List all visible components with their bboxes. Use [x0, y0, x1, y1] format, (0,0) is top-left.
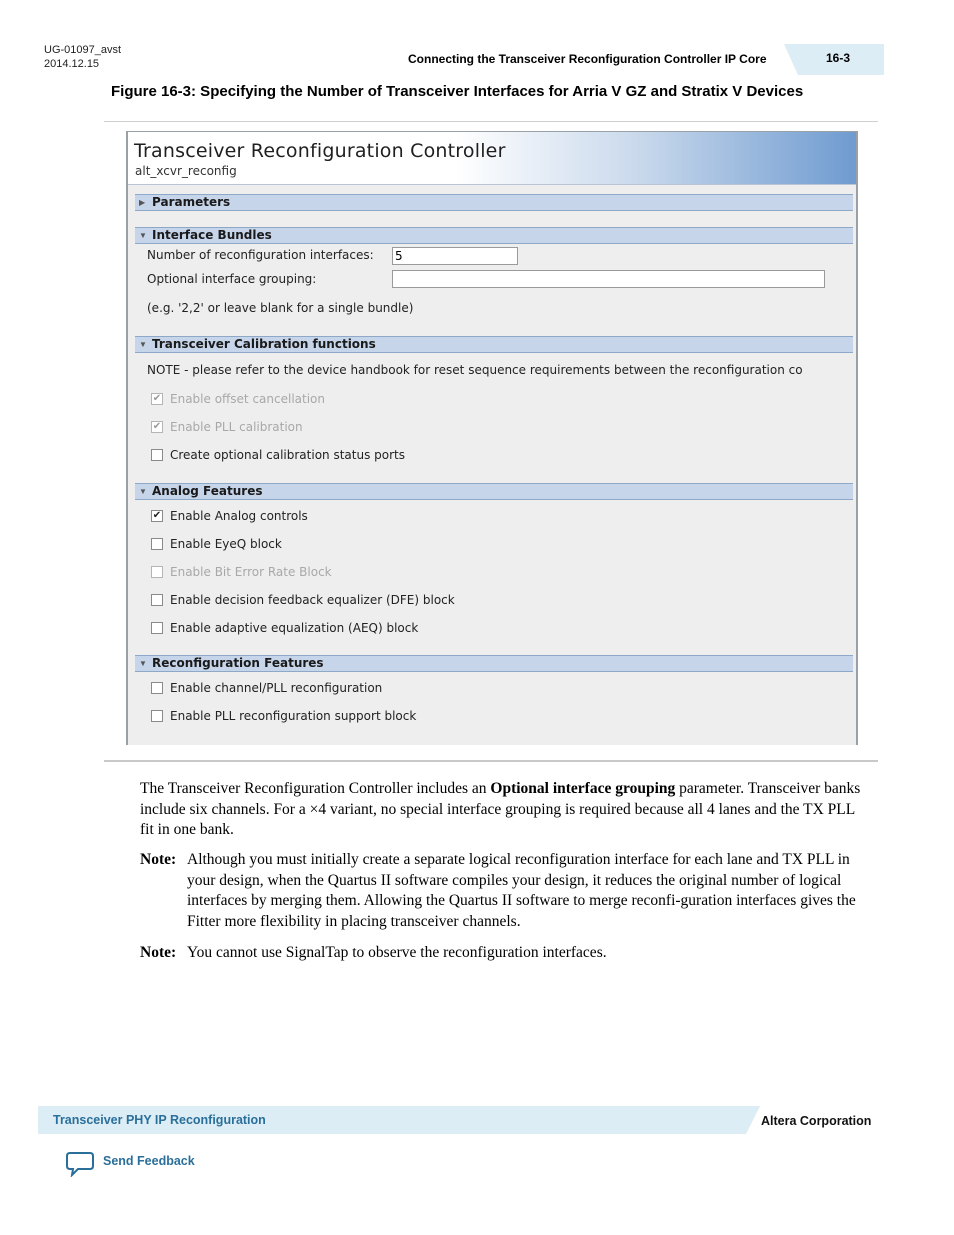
checkbox-unchecked-icon: [151, 622, 163, 634]
dialog-subtitle: alt_xcvr_reconfig: [135, 164, 237, 178]
checkbox-checked-icon: ✔: [152, 393, 162, 404]
section-label: Transceiver Calibration functions: [152, 337, 376, 351]
section-label: Reconfiguration Features: [152, 656, 324, 670]
running-header-title: Connecting the Transceiver Reconfiguration Controller IP Core: [408, 52, 767, 66]
grouping-hint: (e.g. '2,2' or leave blank for a single bundle): [147, 301, 414, 315]
checkbox-label: Enable offset cancellation: [170, 392, 325, 406]
figure-caption: Figure 16-3: Specifying the Number of Transceiver Interfaces for Arria V GZ and Stratix V Devices: [111, 83, 804, 100]
dialog-title: Transceiver Reconfiguration Controller: [134, 140, 506, 162]
checkbox-label: Enable Bit Error Rate Block: [170, 565, 332, 579]
checkbox-label: Enable EyeQ block: [170, 537, 282, 551]
body-paragraph: [140, 779, 870, 841]
send-feedback-link[interactable]: Send Feedback: [103, 1154, 195, 1168]
footer-company: Altera Corporation: [761, 1114, 872, 1128]
section-reconfiguration-features[interactable]: [135, 655, 853, 672]
grouping-input[interactable]: [392, 270, 825, 288]
collapse-arrow-icon: ▼: [139, 659, 147, 668]
checkbox-checked-icon: ✔: [152, 421, 162, 432]
checkbox-label: Enable channel/PLL reconfiguration: [170, 681, 383, 695]
para-text-a: The Transceiver Reconfiguration Controller includes an: [140, 780, 491, 797]
checkbox-label: Enable Analog controls: [170, 509, 308, 523]
num-interfaces-label: Number of reconfiguration interfaces:: [147, 248, 374, 262]
dialog-header: [128, 132, 856, 185]
figure-top-rule: [104, 121, 878, 122]
section-interface-bundles[interactable]: [135, 227, 853, 244]
doc-id-block: [44, 43, 121, 71]
checkbox-checked-icon: ✔: [152, 510, 162, 521]
checkbox-unchecked-icon: [151, 682, 163, 694]
note-label: Note:: [140, 944, 177, 961]
checkbox-label: Enable PLL calibration: [170, 420, 303, 434]
page-number: 16-3: [826, 51, 851, 65]
checkbox-unchecked-icon: [151, 566, 163, 578]
checkbox-label: Enable decision feedback equalizer (DFE) block: [170, 593, 455, 607]
note-text-1: Although you must initially create a separate logical reconfiguration interface for each lane and TX PLL in your design, when the Quartus II software compiles your design, it reduces the original number of logical interfaces by merging them. Allowing the Quartus II software to merge reconfi-guration interfaces gives the Fitter more flexibility in placing transceiver channels.: [187, 851, 856, 930]
figure-bottom-rule: [104, 760, 878, 762]
calibration-note: NOTE - please refer to the device handbook for reset sequence requirements between the reconfiguration co: [147, 363, 803, 377]
section-label: Parameters: [152, 195, 231, 209]
speech-bubble-icon[interactable]: [66, 1151, 94, 1177]
expand-arrow-icon: ▶: [139, 198, 146, 207]
doc-date: 2014.12.15: [44, 58, 100, 70]
checkbox-label: Enable adaptive equalization (AEQ) block: [170, 621, 419, 635]
checkbox-unchecked-icon: [151, 710, 163, 722]
num-interfaces-input[interactable]: 5: [392, 247, 518, 265]
section-analog-features[interactable]: [135, 483, 853, 500]
doc-id: UG-01097_avst: [44, 44, 122, 56]
section-calibration[interactable]: [135, 336, 853, 353]
checkbox-unchecked-icon: [151, 449, 163, 461]
section-label: Interface Bundles: [152, 228, 272, 242]
para-bold-term: Optional interface grouping: [490, 780, 676, 797]
note-label: Note:: [140, 851, 177, 868]
checkbox-label: Enable PLL reconfiguration support block: [170, 709, 417, 723]
collapse-arrow-icon: ▼: [139, 487, 147, 496]
section-label: Analog Features: [152, 484, 263, 498]
footer-doc-title[interactable]: Transceiver PHY IP Reconfiguration: [53, 1113, 266, 1127]
checkbox-unchecked-icon: [151, 538, 163, 550]
checkbox-unchecked-icon: [151, 594, 163, 606]
collapse-arrow-icon: ▼: [139, 231, 147, 240]
reconfig-controller-dialog: [126, 131, 858, 745]
para-text-b: parameter. Transceiver banks include six channels. For a ×4 variant, no special interface grouping is required because all 4 lanes and the TX PLL fit in one bank.: [140, 780, 861, 838]
checkbox-label: Create optional calibration status ports: [170, 448, 405, 462]
note-text-2: You cannot use SignalTap to observe the reconfiguration interfaces.: [187, 944, 607, 961]
collapse-arrow-icon: ▼: [139, 340, 147, 349]
section-parameters[interactable]: [135, 194, 853, 211]
grouping-label: Optional interface grouping:: [147, 272, 317, 286]
